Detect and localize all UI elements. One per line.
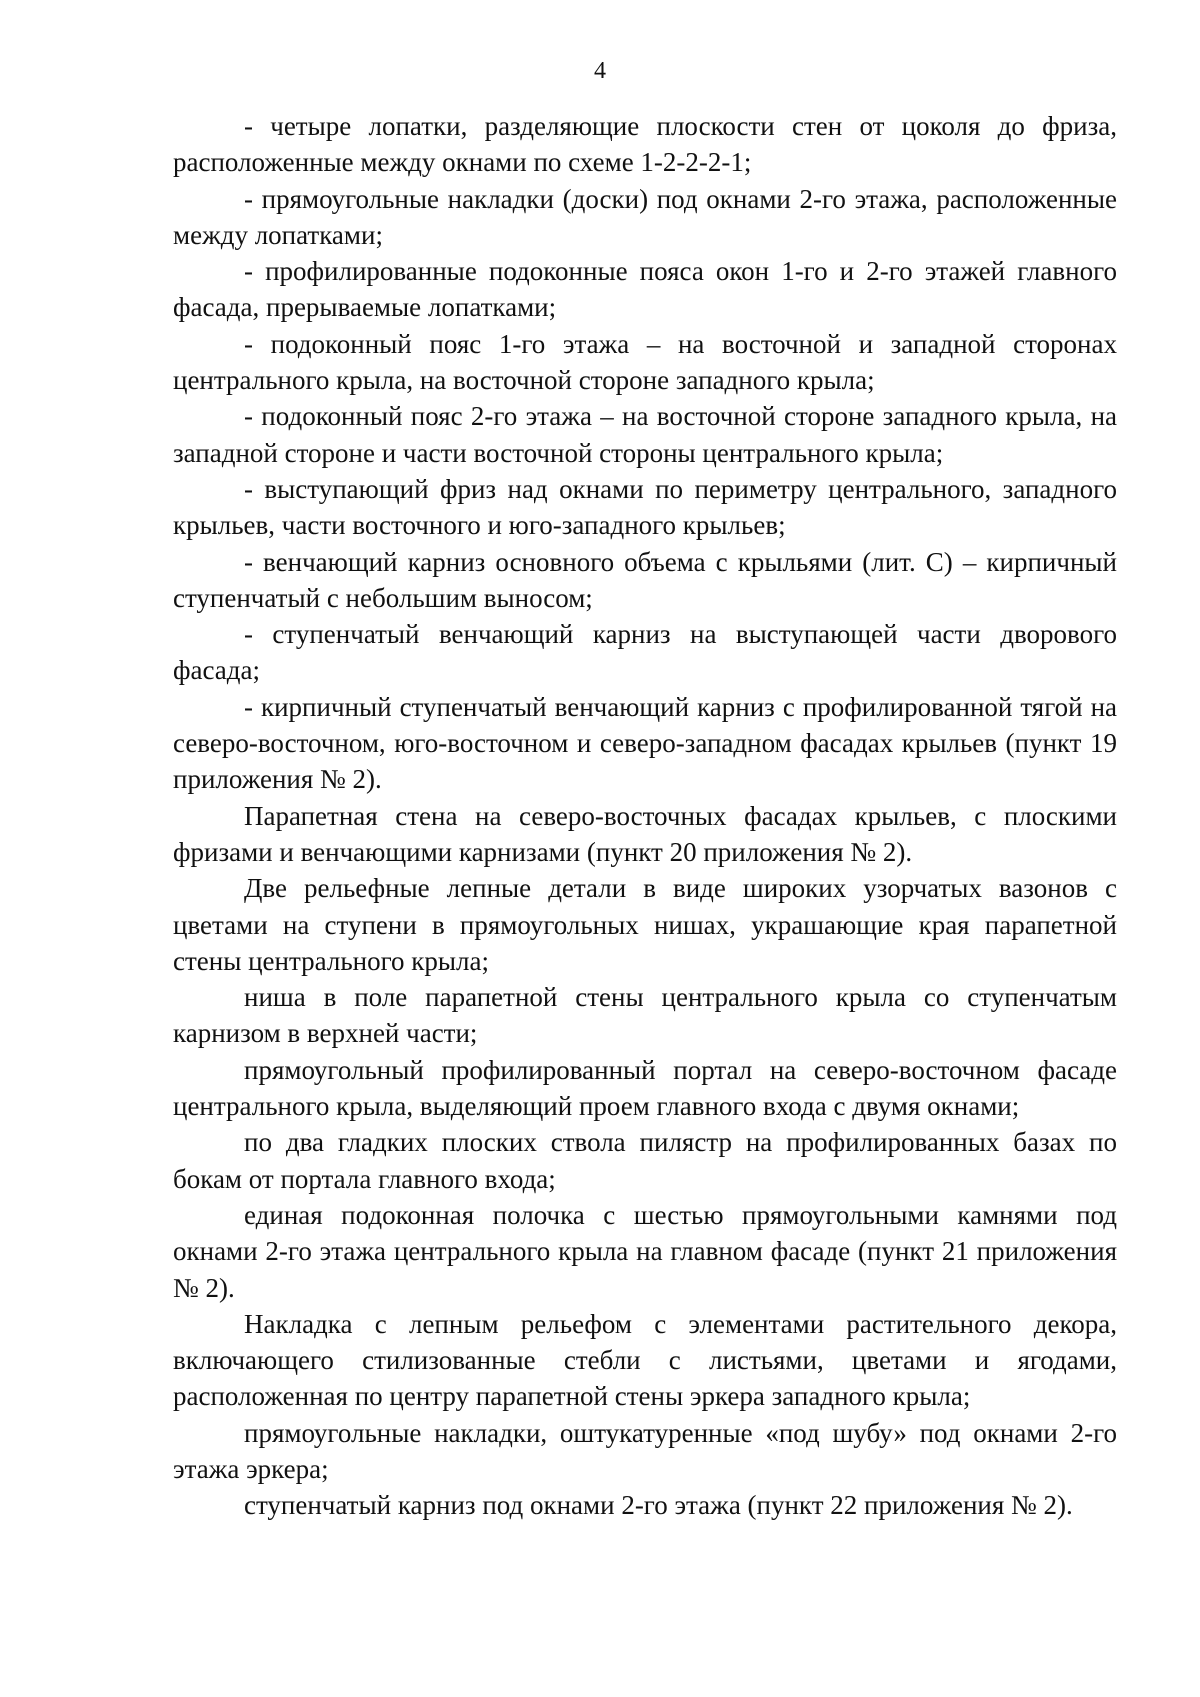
paragraph: - венчающий карниз основного объема с крыльями (лит. С) – кирпичный ступенчатый с небольшим выносом; bbox=[173, 546, 1117, 613]
paragraph: - подоконный пояс 1-го этажа – на восточной и западной сторонах центрального крыла, на восточной стороне западного крыла; bbox=[173, 328, 1117, 396]
paragraph: Парапетная стена на северо-восточных фасадах крыльев, с плоскими фризами и венчающими карнизами (пункт 20 приложения № 2). bbox=[173, 800, 1117, 867]
paragraph: - подоконный пояс 2-го этажа – на восточной стороне западного крыла, на западной стороне и части восточной стороны центрального крыла; bbox=[173, 401, 1117, 468]
page-number: 4 bbox=[594, 58, 606, 84]
paragraph: Накладка с лепным рельефом с элементами растительного декора, включающего стилизованные стебли с листьями, цветами и ягодами, расположенная по центру парапетной стены эркера западного крыла; bbox=[173, 1308, 1117, 1412]
paragraph: прямоугольные накладки, оштукатуренные «под шубу» под окнами 2-го этажа эркера; bbox=[173, 1417, 1117, 1484]
paragraph: - четыре лопатки, разделяющие плоскости стен от цоколя до фриза, расположенные между окнами по схеме 1-2-2-2-1; bbox=[173, 111, 1117, 178]
paragraph: - прямоугольные накладки (доски) под окнами 2-го этажа, расположенные между лопатками; bbox=[173, 183, 1117, 250]
paragraph: Две рельефные лепные детали в виде широких узорчатых вазонов с цветами на ступени в прямоугольных нишах, украшающие края парапетной стены центрального крыла; bbox=[173, 873, 1117, 976]
paragraph: ступенчатый карниз под окнами 2-го этажа (пункт 22 приложения № 2). bbox=[244, 1490, 1073, 1521]
paragraph: единая подоконная полочка с шестью прямоугольными камнями под окнами 2-го этажа центрального крыла на главном фасаде (пункт 21 приложения № 2). bbox=[173, 1199, 1117, 1303]
paragraph: по два гладких плоских ствола пилястр на профилированных базах по бокам от портала главного входа; bbox=[173, 1127, 1117, 1194]
paragraph: ниша в поле парапетной стены центрального крыла со ступенчатым карнизом в верхней части; bbox=[173, 982, 1117, 1049]
paragraph: - профилированные подоконные пояса окон 1-го и 2-го этажей главного фасада, прерываемые лопатками; bbox=[173, 256, 1117, 323]
paragraph: - кирпичный ступенчатый венчающий карниз с профилированной тягой на северо-восточном, юго-восточном и северо-западном фасадах крыльев (пункт 19 приложения № 2). bbox=[173, 691, 1117, 795]
paragraph: - выступающий фриз над окнами по периметру центрального, западного крыльев, части восточного и юго-западного крыльев; bbox=[173, 473, 1117, 541]
paragraph: прямоугольный профилированный портал на северо-восточном фасаде центрального крыла, выделяющий проем главного входа с двумя окнами; bbox=[173, 1054, 1117, 1122]
paragraph: - ступенчатый венчающий карниз на выступающей части дворового фасада; bbox=[173, 619, 1117, 686]
document-body bbox=[173, 108, 1117, 1524]
